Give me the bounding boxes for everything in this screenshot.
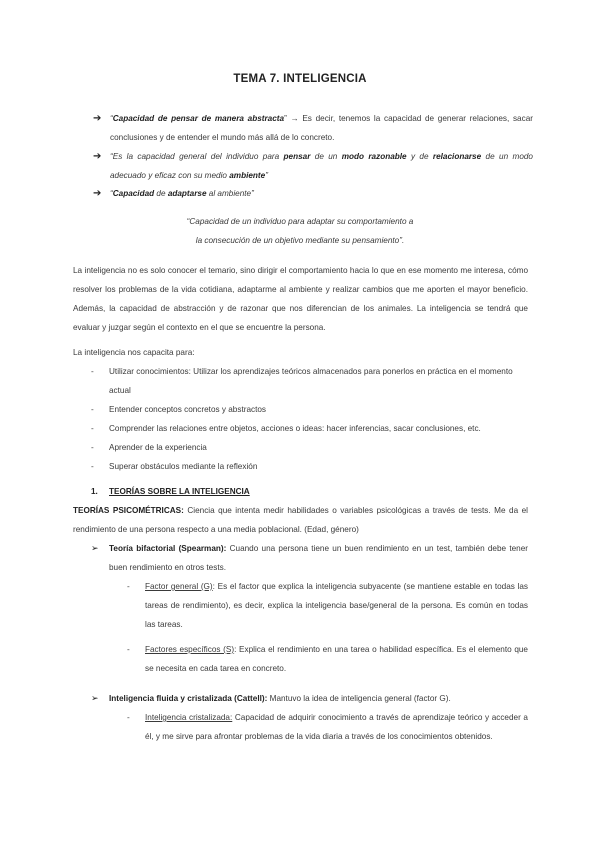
list-item: - Superar obstáculos mediante la reflexión [91,462,258,471]
list-item: - Utilizar conocimientos: Utilizar los aprendizajes teóricos almacenados para ponerlos en práctica en el momento actual [91,367,513,395]
sub-item: - Inteligencia cristalizada: Capacidad de adquirir conocimiento a través de aprendizaje teórico y acceder a él, y me sirve para afrontar problemas de la vida diaria a través de los conocimientos obtenidos. [127,713,528,741]
arrow-icon: ➔ [93,188,102,199]
definition-emphasis: Capacidad de pensar de manera abstracta [112,114,285,123]
quote-line: la consecución de un objetivo mediante su pensamiento”. [195,236,405,245]
page-title: TEMA 7. INTELIGENCIA [233,73,367,85]
section-heading: 1. TEORÍAS SOBRE LA INTELIGENCIA [91,487,250,496]
list-item: - Entender conceptos concretos y abstractos [91,405,267,414]
intro-paragraph: La inteligencia no es solo conocer el temario, sino dirigir el comportamiento hacia lo que en ese momento me interesa, cómo resolver los problemas de la vida cotidiana, adaptarme al ambiente y realizar cambios que me aporten el mayor beneficio. Además, la capacidad de abstracción y de razonar que nos diferencian de los animales. La inteligencia se tendrá que evaluar y juzgar según el contexto en el que se encuentre la persona. [73,266,528,332]
quote-line: “Capacidad de un individuo para adaptar su comportamiento a [186,217,414,226]
arrow-icon: ➔ [93,113,102,124]
triangle-arrow-icon: ➢ [91,543,99,553]
arrow-icon: ➔ [93,151,102,162]
sub-item: - Factores específicos (S): Explica el rendimiento en una tarea o habilidad específica. Es el elemento que se necesita en cada tarea en concreto. [127,645,528,673]
definition-item: ➔ “Es la capacidad general del individuo para pensar de un modo razonable y de relacionarse de un modo adecuado y eficaz con su medio ambiente” [93,147,533,185]
triangle-arrow-icon: ➢ [91,693,99,703]
list-item: - Comprender las relaciones entre objetos, acciones o ideas: hacer inferencias, sacar conclusiones, etc. [91,424,481,433]
capacities-list [91,362,528,476]
theory-item: ➢ Teoría bifactorial (Spearman): Cuando una persona tiene un buen rendimiento en un test, también debe tener buen rendimiento en otros tests. [91,539,528,577]
sub-item: - Factor general (G): Es el factor que explica la inteligencia subyacente (se mantiene estable en todas las tareas de rendimiento), es decir, explica la inteligencia base/general de la persona. Es común en todas las tareas. [127,582,529,629]
psychometric-paragraph: TEORÍAS PSICOMÉTRICAS: Ciencia que intenta medir habilidades o variables psicológicas a través de tests. Me da el rendimiento de una persona respecto a una media poblacional. (Edad, género) [73,506,528,534]
definition-item: ➔ “Capacidad de adaptarse al ambiente” [93,184,533,203]
definition-item: ➔ “Capacidad de pensar de manera abstracta” → Es decir, tenemos la capacidad de generar relaciones, sacar conclusiones y de entender el mundo más allá de lo concreto. [93,109,533,147]
list-item: - Aprender de la experiencia [91,443,207,452]
theory-item: ➢ Inteligencia fluida y cristalizada (Cattell): Mantuvo la idea de inteligencia general (factor G). [91,689,528,708]
capacities-intro: La inteligencia nos capacita para: [73,348,195,357]
